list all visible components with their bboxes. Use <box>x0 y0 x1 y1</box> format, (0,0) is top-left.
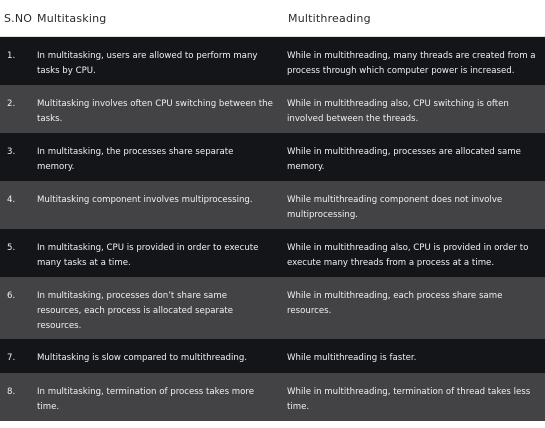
table-row <box>0 181 545 229</box>
cell-multithreading: While in multithreading, many threads are created from a process through which computer power is increased. <box>287 51 536 76</box>
cell-multithreading: While in multithreading also, CPU switching is often involved between the threads. <box>287 99 509 124</box>
table-row <box>0 133 545 181</box>
cell-sno: 1. <box>7 51 16 61</box>
cell-multitasking: In multitasking, CPU is provided in order to execute many tasks at a time. <box>37 243 259 268</box>
cell-sno: 4. <box>7 195 16 205</box>
cell-multithreading: While in multithreading, each process share same resources. <box>287 291 503 316</box>
cell-sno: 7. <box>7 353 16 363</box>
cell-sno: 8. <box>7 387 16 397</box>
header-multitasking: Multitasking <box>37 11 107 25</box>
cell-multithreading: While multithreading component does not involve multiprocessing. <box>287 195 503 220</box>
cell-multitasking: In multitasking, processes don’t share same resources, each process is allocated separate resources. <box>37 291 233 331</box>
cell-multitasking: In multitasking, termination of process takes more time. <box>37 387 255 412</box>
cell-sno: 5. <box>7 243 16 253</box>
cell-multithreading: While in multithreading also, CPU is provided in order to execute many threads from a process at a time. <box>287 243 529 268</box>
cell-multitasking: Multitasking component involves multiprocessing. <box>37 195 253 205</box>
cell-multitasking: Multitasking involves often CPU switching between the tasks. <box>37 99 273 124</box>
table-row <box>0 339 545 373</box>
table-row <box>0 277 545 339</box>
cell-multitasking: In multitasking, the processes share separate memory. <box>37 147 234 172</box>
table-row <box>0 37 545 85</box>
cell-multithreading: While in multithreading, processes are allocated same memory. <box>287 147 521 172</box>
cell-sno: 6. <box>7 291 16 301</box>
table-header <box>0 0 545 37</box>
cell-multithreading: While multithreading is faster. <box>287 353 417 363</box>
header-sno: S.NO <box>4 11 33 25</box>
header-multithreading: Multithreading <box>288 11 371 25</box>
cell-sno: 3. <box>7 147 16 157</box>
cell-multitasking: Multitasking is slow compared to multithreading. <box>37 353 248 363</box>
cell-multitasking: In multitasking, users are allowed to perform many tasks by CPU. <box>37 51 258 76</box>
cell-sno: 2. <box>7 99 16 109</box>
table-row <box>0 373 545 421</box>
table-row <box>0 229 545 277</box>
cell-multithreading: While in multithreading, termination of thread takes less time. <box>287 387 531 412</box>
table-row <box>0 85 545 133</box>
